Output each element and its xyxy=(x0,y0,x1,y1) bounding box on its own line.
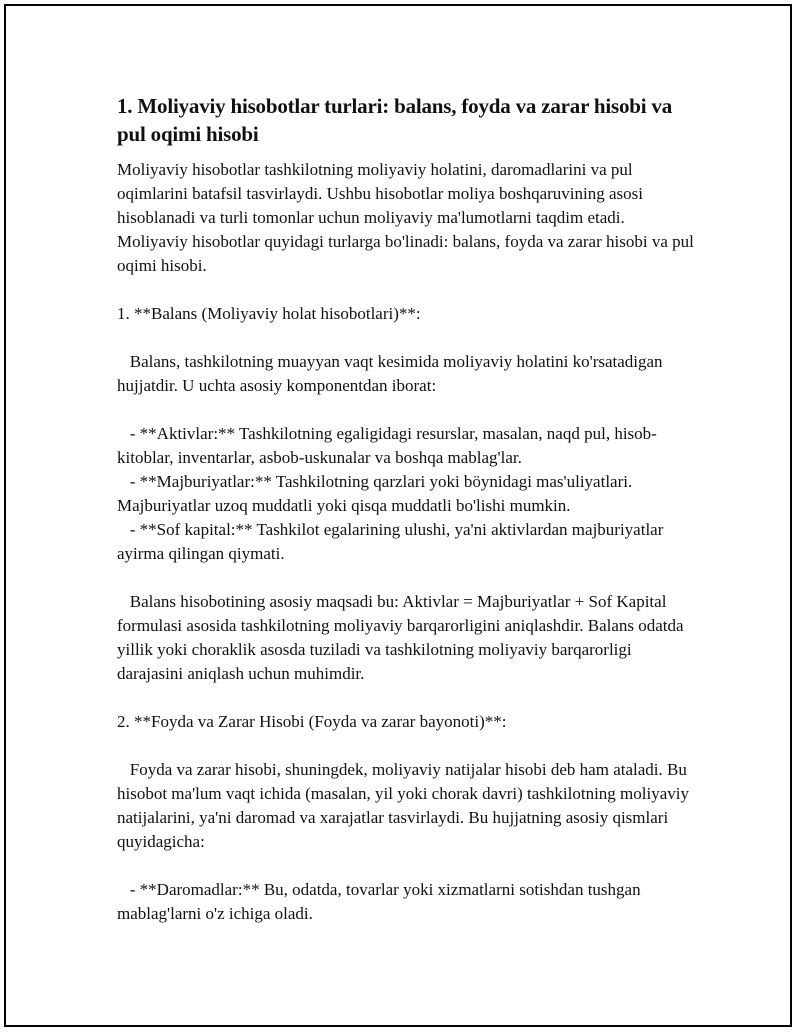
document-content xyxy=(117,92,697,926)
document-heading: 1. Moliyaviy hisobotlar turlari: balans, foyda va zarar hisobi va pul oqimi hisobi xyxy=(117,94,673,146)
document-body: Moliyaviy hisobotlar tashkilotning moliyaviy holatini, daromadlarini va pul oqimlarini batafsil tasvirlaydi. Ushbu hisobotlar moliya boshqaruvining asosi hisoblanadi va turli tomonlar uchun moliyaviy ma'lumotlarni taqdim etadi. Moliyaviy hisobotlar quyidagi turlarga bo'linadi: balans, foyda va zarar hisobi va pul oqimi hisobi. 1. **Balans (Moliyaviy holat hisobotlari)**: Balans, tashkilotning muayyan vaqt kesimida moliyaviy holatini ko'rsatadigan hujjatdir. U uchta asosiy komponentdan iborat: - **Aktivlar:** Tashkilotning egaligidagi resurslar, masalan, naqd pul, hisob-kitoblar, inventarlar, asbob-uskunalar va boshqa mablag'lar. - **Majburiyatlar:** Tashkilotning qarzlari yoki böynidagi mas'uliyatlari. Majburiyatlar uzoq muddatli yoki qisqa muddatli bo'lishi mumkin. - **Sof kapital:** Tashkilot egalarining ulushi, ya'ni aktivlardan majburiyatlar ayirma qilingan qiymati. Balans hisobotining asosiy maqsadi bu: Aktivlar = Majburiyatlar + Sof Kapital formulasi asosida tashkilotning moliyaviy barqarorligini aniqlashdir. Balans odatda yillik yoki choraklik asosda tuziladi va tashkilotning moliyaviy barqarorligi darajasini aniqlash uchun muhimdir. 2. **Foyda va Zarar Hisobi (Foyda va zarar bayonoti)**: Foyda va zarar hisobi, shuningdek, moliyaviy natijalar hisobi deb ham ataladi. Bu hisobot ma'lum vaqt ichida (masalan, yil yoki chorak davri) tashkilotning moliyaviy natijalarini, ya'ni daromad va xarajatlar tasvirlaydi. Bu hujjatning asosiy qismlari quyidagicha: - **Daromadlar:** Bu, odatda, tovarlar yoki xizmatlarni sotishdan tushgan mablag'larni o'z ichiga oladi. xyxy=(117,160,694,923)
